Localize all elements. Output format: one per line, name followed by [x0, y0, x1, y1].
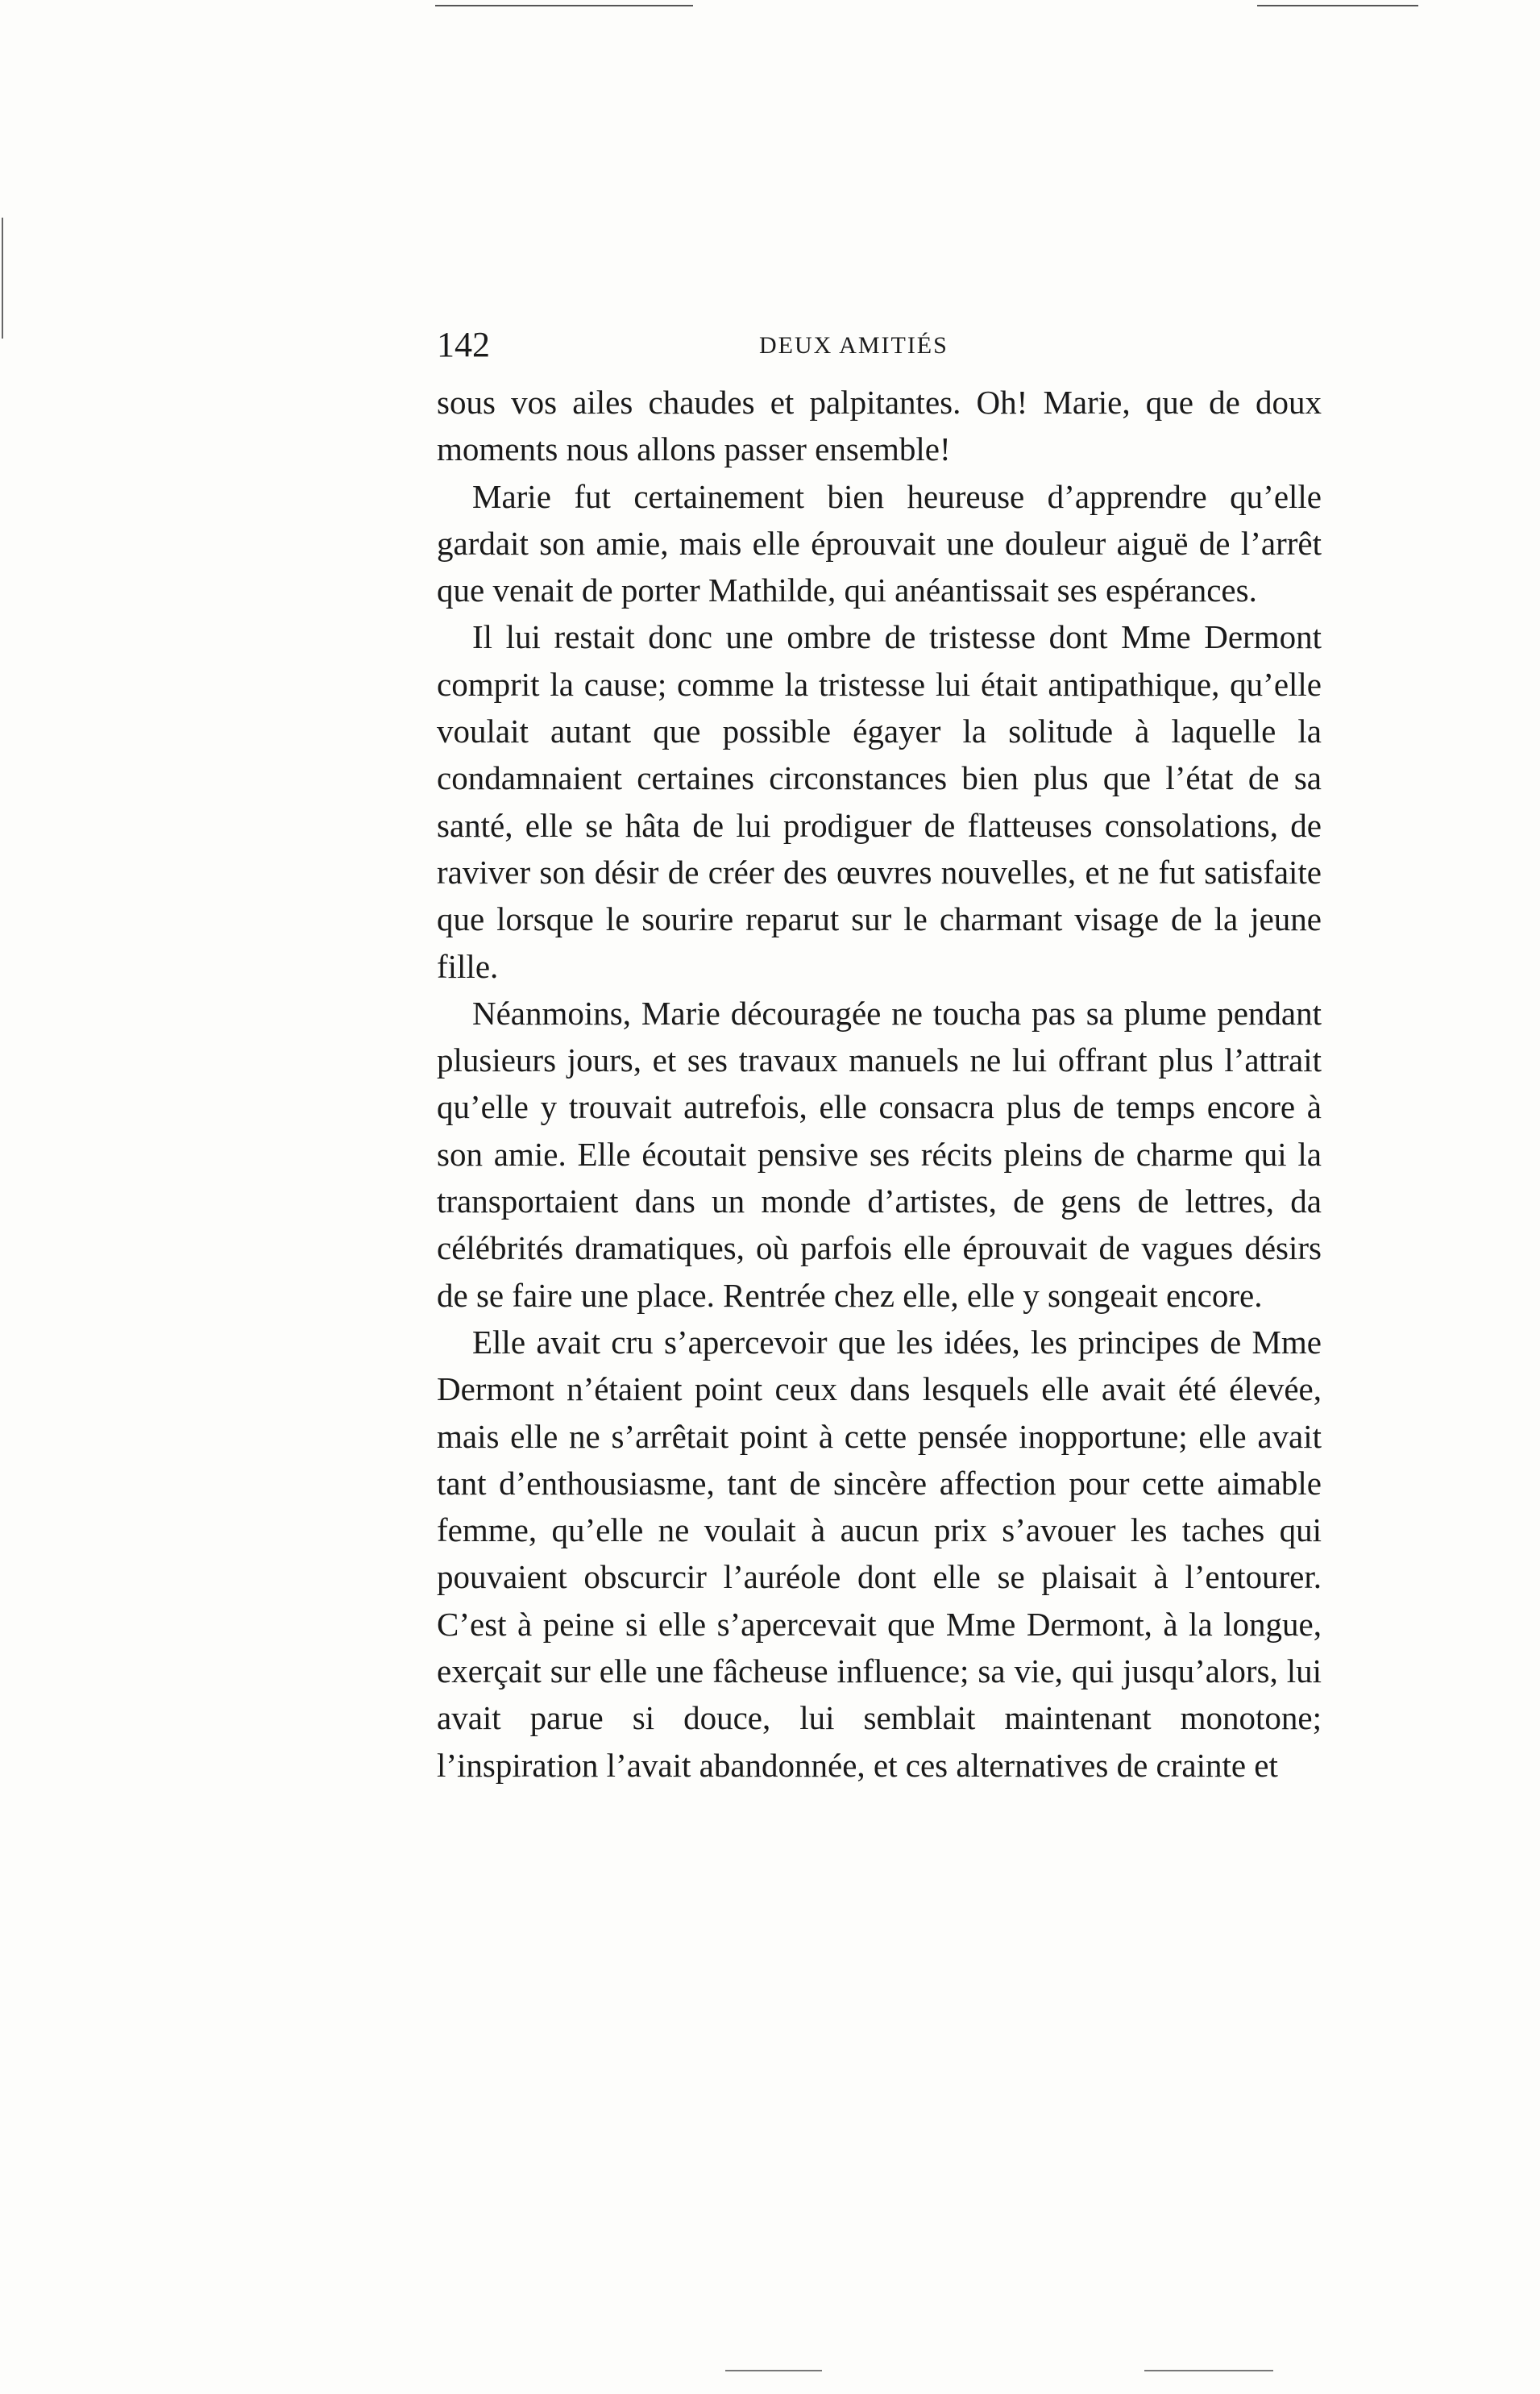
- paragraph: sous vos ailes chaudes et palpitantes. Oh! Marie, que de doux moments nous allons passer ensemble!: [437, 384, 1322, 468]
- body-text: [437, 379, 1322, 1789]
- scan-edge-mark: [1144, 2370, 1273, 2371]
- running-title: DEUX AMITIÉS: [759, 332, 948, 359]
- scan-edge-mark: [435, 5, 693, 6]
- scan-edge-mark: [1257, 5, 1418, 6]
- page-number: 142: [437, 325, 490, 364]
- page-header: [437, 324, 1335, 376]
- paragraph: Néanmoins, Marie découragée ne toucha pas sa plume pendant plusieurs jours, et ses travaux manuels ne lui offrant plus l’attrait qu’elle y trouvait autrefois, elle consacra plus de temps encore à son amie. Elle écoutait pensive ses récits pleins de charme qui la transportaient dans un monde d’artistes, de gens de lettres, da célébrités dramatiques, où parfois elle éprouvait de vagues désirs de se faire une place. Rentrée chez elle, elle y songeait encore.: [437, 994, 1322, 1314]
- paragraph: Elle avait cru s’apercevoir que les idées, les principes de Mme Dermont n’étaient point ceux dans lesquels elle avait été élevée, mais elle ne s’arrêtait point à cette pensée inopportune; elle avait tant d’enthousiasme, tant de sincère affection pour cette aimable femme, qu’elle ne voulait à aucun prix s’avouer les taches qui pouvaient obscurcir l’auréole dont elle se plaisait à l’entourer. C’est à peine si elle s’apercevait que Mme Dermont, à la longue, exerçait sur elle une fâcheuse influence; sa vie, qui jusqu’alors, lui avait parue si douce, lui semblait maintenant monotone; l’inspiration l’avait abandonnée, et ces alternatives de crainte et: [437, 1323, 1322, 1784]
- paragraph: Il lui restait donc une ombre de tristesse dont Mme Dermont comprit la cause; comme la tristesse lui était antipathique, qu’elle voulait autant que possible égayer la solitude à laquelle la condamnaient certaines circonstances bien plus que l’état de sa santé, elle se hâta de lui prodiguer de flatteuses consolations, de raviver son désir de créer des œuvres nouvelles, et ne fut satisfaite que lorsque le sourire reparut sur le charmant visage de la jeune fille.: [437, 618, 1322, 985]
- scan-left-rule: [2, 218, 3, 339]
- scan-edge-mark: [725, 2370, 822, 2371]
- paragraph: Marie fut certainement bien heureuse d’apprendre qu’elle gardait son amie, mais elle éprouvait une douleur aiguë de l’arrêt que venait de porter Mathilde, qui anéantissait ses espérances.: [437, 477, 1322, 609]
